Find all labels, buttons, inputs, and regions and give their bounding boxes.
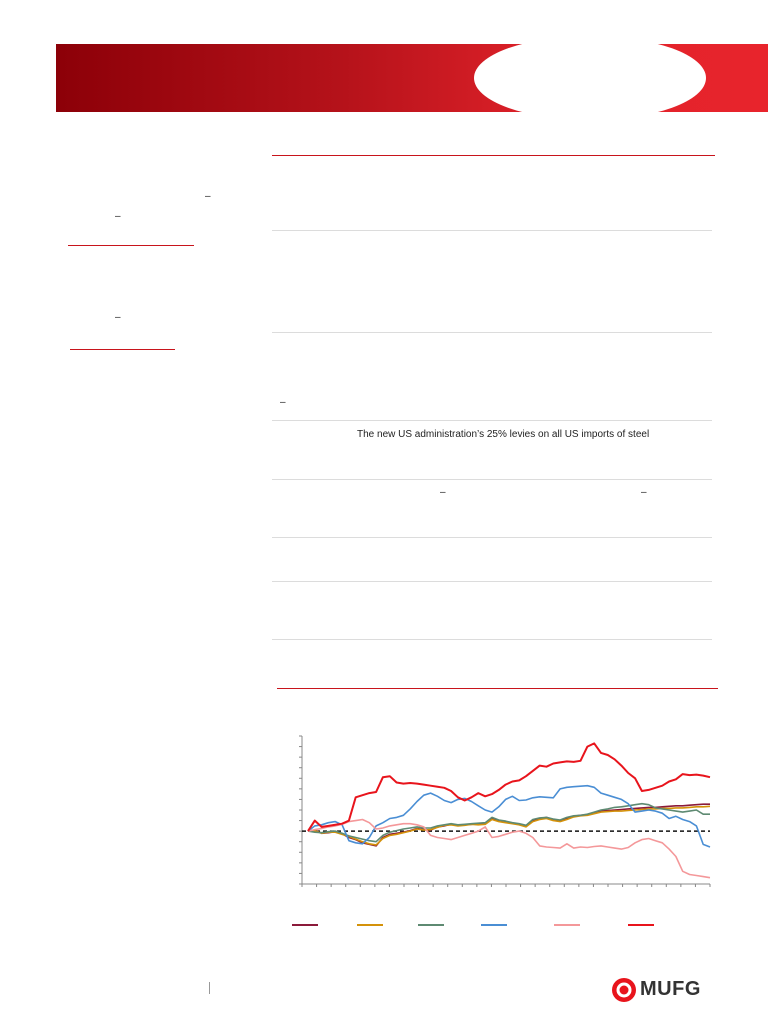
row-divider-2 xyxy=(272,332,712,333)
legend-swatch-2 xyxy=(357,924,383,926)
series-line-5 xyxy=(308,820,710,878)
main-dash-1: – xyxy=(280,397,286,408)
row-divider-7 xyxy=(272,639,712,640)
main-dash-3: – xyxy=(641,487,647,498)
sidebar-dash-3: – xyxy=(115,312,121,323)
chart-container xyxy=(280,728,720,898)
chart-section-rule xyxy=(277,688,718,689)
row-divider-6 xyxy=(272,581,712,582)
row-divider-1 xyxy=(272,230,712,231)
chart-legend xyxy=(0,920,768,930)
legend-swatch-3 xyxy=(418,924,444,926)
sidebar-dash-2: – xyxy=(115,211,121,222)
sidebar-dash-1: – xyxy=(205,191,211,202)
sidebar-section-rule-1 xyxy=(68,245,194,246)
legend-swatch-5 xyxy=(554,924,580,926)
series-line-4 xyxy=(308,786,710,847)
legend-swatch-4 xyxy=(481,924,507,926)
performance-line-chart xyxy=(280,728,720,898)
legend-swatch-1 xyxy=(292,924,318,926)
header-logo-cutout xyxy=(474,36,706,120)
series-line-6 xyxy=(308,743,710,831)
steel-levies-text: The new US administration’s 25% levies on all US imports of steel xyxy=(357,429,650,440)
sidebar-section-rule-2 xyxy=(70,349,175,350)
row-divider-5 xyxy=(272,537,712,538)
main-dash-2: – xyxy=(440,487,446,498)
row-divider-4 xyxy=(272,479,712,480)
row-divider-3 xyxy=(272,420,712,421)
footer-divider xyxy=(209,982,210,994)
mufg-wordmark: MUFG xyxy=(640,978,701,1000)
legend-swatch-6 xyxy=(628,924,654,926)
main-top-rule xyxy=(272,155,715,156)
mufg-mark-icon xyxy=(610,976,638,1004)
